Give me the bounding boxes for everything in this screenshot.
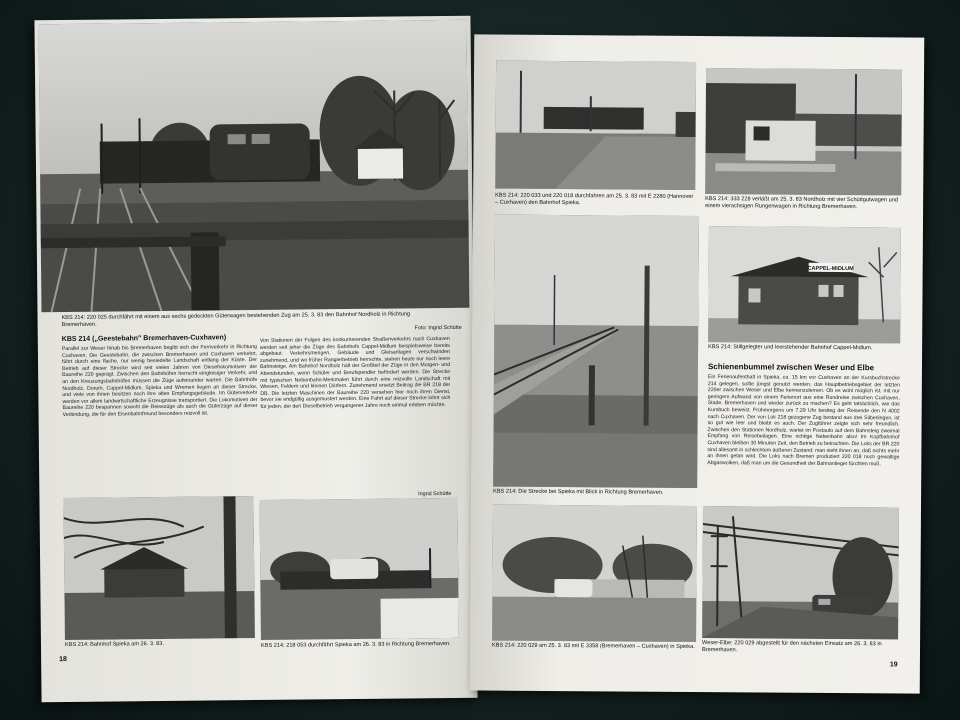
caption-cappel-midlum: KBS 214: Stillgelegter und leerstehender Bahnhof Cappel-Midlum.: [708, 344, 873, 352]
photo-cappel-midlum-station: [708, 226, 901, 343]
caption-bremerhaven-220029: Weser-Elbe: 220 029 abgestellt für den nächsten Einsatz am 26. 3. 83 in Bremerhaven.: [701, 640, 882, 654]
photo-spieka-train: [259, 498, 458, 640]
article-credit: Ingrid Schütte: [418, 490, 452, 498]
photo-nordholz-train: [38, 20, 469, 312]
right-page: [470, 34, 925, 693]
page-number-left: 18: [59, 655, 67, 664]
caption-spieka-e3358: KBS 214: 220 029 am 25. 3. 83 mit E 3358 (Bremerhaven – Cuxhaven) in Spieka.: [492, 642, 695, 650]
photo-spieka-track: [493, 215, 699, 488]
left-column-text: Parallel zur Weser hinab bis Bremerhaven begibt sich der Fernverkehr in Richtung Cuxhaven. Die Geestebahn, die zwischen Bremerhaven und Cuxhaven verkehrt, führt durch eine flache, nur wenig besiedelte Landschaft entlang der Küste. Der Betrieb auf dieser Strecke wird seit vielen Jahren von Diesellokomotiven der Baureihe 220 geprägt. Zwischen den Bahnhöfen herrscht eingleisiger Verkehr, und an den Kreuzungsbahnhöfen müssen die Züge aufeinander warten. Die Bahnhöfe Nordholz, Dorum, Cappel-Midlum, Spieka und Wremen liegen an dieser Strecke, und viele von ihnen besitzen noch ihre alten Empfangsgebäude. Im Güterverkehr werden vor allem landwirtschaftliche Erzeugnisse transportiert. Die Lokomotiven der Baureihe 220 bespannen sowohl die Reisezüge als auch die Güterzüge auf dieser Verbindung, die für den Eisenbahnfreund besonders reizvoll ist.: [61, 343, 258, 418]
article-heading: Schienenbummel zwischen Weser und Elbe: [707, 362, 875, 373]
photo-caption-spieka-train: KBS 214: 218 053 durchfährt Spieka am 26. 3. 83 in Richtung Bremerhaven.: [260, 640, 451, 649]
top-caption-line2: Bremerhaven.: [61, 321, 97, 329]
top-caption-line1: KBS 214: 220 025 durchfährt mit einem aus sechs gedeckten Güterwagen bestehenden Zug am 25. 3. 83 den Bahnhof Nordholz in Richtung: [61, 311, 411, 322]
right-column-text: Von Stationen der Folgen des konkurrierenden Straßenverkehrs nach Cuxhaven werden seit jeher die Züge des Bahnhofs Cappel-Midlum beispielsweise bereits abgebaut. Verkehrsmengen, Gebäude und Gleisanlagen verschwinden zunehmend, und wo früher Rangierbetrieb herrschte, stehen heute nur noch leere Bahnsteige. Am Bahnhof Nordholz hält der Großteil der Züge in den Morgen- und Abendstunden, wenn Schüler und Berufspendler befördert werden. Die Strecke mit typischen Nebenbahn-Merkmalen führt durch eine reizvolle Landschaft mit Wiesen, Feldern und kleinen Dörfern. Zunehmend ersetzt Beitrag die BR 218 der DB. Die letzten Maschinen der Baureihe 220 versehen hier noch ihren Dienst, bevor sie endgültig ausgemustert werden. Eine Fahrt auf dieser Strecke lohnt sich für jeden, der den Dieselbetrieb vergangener Jahre noch einmal erleben möchte.: [259, 335, 451, 410]
page-number-right: 19: [889, 661, 898, 669]
section-heading: KBS 214 („Geestebahn" Bremerhaven-Cuxhaven): [61, 334, 227, 344]
caption-nordholz-shunter: KBS 214: 333 228 verläßt am 25. 3. 83 Nordholz mit vier Schüttgutwagen und einem vierachsigen Rungenwagen in Richtung Bremerhaven.: [705, 196, 898, 211]
top-photo-caption: [62, 311, 462, 336]
photo-credit: Foto: Ingrid Schütte: [414, 324, 462, 332]
caption-spieka-double-loco: KBS 214: 220 033 und 220 018 durchfahren am 25. 3. 83 mit E 2280 (Hannover – Cuxhaven) den Bahnhof Spieka.: [495, 192, 694, 207]
article-text: Ein Ferienaufenthalt in Spieka, ca. 15 km vor Cuxhaven an der Kursbuchstrecke 214 gelegen, sollte jüngst genutzt werden, das Hauptbetriebsgebiet der letzten 220er zwischen Weser und Elbe kennenzulernen. Ob es wohl möglich ist, mit nur geringem Aufwand von einem Ferienort aus eine Rundreise zwischen Cuxhaven, Stade, Bremerhaven und wieder zurück zu machen? Es geht tatsächlich, wie das Kursbuch beweist. Frühmorgens um 7.29 Uhr bestieg der Reisende den N 4002 nach Cuxhaven. Der von Lok 218 gezogene Zug bestand aus drei Silberlingen, ist so gut wie leer und bleibt es auch. Der Zugführer zeigte sich sehr freundlich. Zwischen den Stationen Nordholz, wartet im Postauto auf dem Bahnsteig zweimal Empfang von Reisebeilagen. Eine richtige Nebenbahn also! Im Kopfbahnhof Cuxhaven bleiben 30 Minuten Zeit, den Betrieb zu betrachten. Die Loks der BR 220 sind allesamt in schlechtem äußeren Zustand; man sieht ihnen an, daß nichts mehr an ihnen getan wird. Die Loks nach Bremen produziert 220 018 noch gewaltige Abgaswolken, daß man um die Gesundheit der Bahnanlieger fürchten muß.: [707, 374, 900, 468]
photo-spieka-station: [63, 496, 254, 640]
photo-bremerhaven-220029: [702, 506, 899, 639]
station-sign: CAPPEL-MIDLUM: [807, 265, 854, 273]
caption-spieka-track: KBS 214: Die Strecke bei Spieka mit Blick in Richtung Bremerhaven.: [493, 488, 664, 496]
photo-nordholz-shunter: [705, 68, 902, 195]
photo-caption-spieka-station: KBS 214: Bahnhof Spieka am 26. 3. 83.: [64, 640, 164, 649]
photo-spieka-e3358: [492, 505, 697, 642]
left-page: [34, 16, 477, 703]
photo-spieka-double-loco: [495, 61, 696, 190]
